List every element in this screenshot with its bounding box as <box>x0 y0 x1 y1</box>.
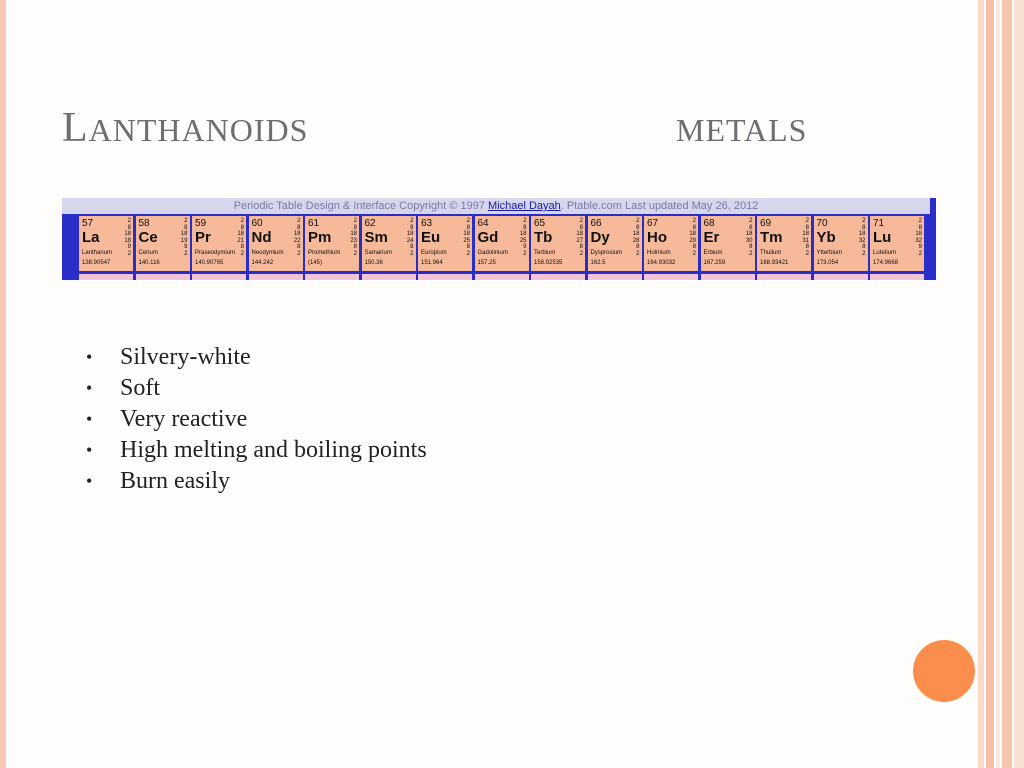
element-name: Samarium <box>364 250 392 256</box>
element-name: Neodymium <box>251 250 284 256</box>
element-mass: 140.116 <box>138 260 160 266</box>
right-stripe-decoration <box>996 0 1000 768</box>
periodic-table-credit <box>62 198 930 214</box>
right-stripe-decoration <box>1014 0 1024 768</box>
element-cell <box>192 216 246 271</box>
element-number: 71 <box>873 218 885 229</box>
element-mass: 151.964 <box>421 260 443 266</box>
element-symbol: Eu <box>421 229 441 246</box>
element-mass: 173.054 <box>816 260 839 266</box>
element-number: 69 <box>760 218 772 229</box>
bullet-text: Very reactive <box>120 406 248 432</box>
bullet-item <box>86 373 427 404</box>
element-number: 58 <box>138 218 150 229</box>
bullet-dot-icon: • <box>86 409 93 429</box>
credit-prefix: Periodic Table Design & Interface Copyright © 1997 <box>233 200 485 212</box>
electron-shells: 2 8 18 24 8 2 <box>406 218 414 257</box>
electron-shells: 2 8 18 25 9 2 <box>519 218 527 257</box>
electron-shells: 2 8 18 32 8 2 <box>858 218 866 257</box>
left-border-decoration <box>0 0 6 768</box>
credit-author-link: Michael Dayah <box>488 200 561 212</box>
electron-shells: 2 8 18 31 8 2 <box>802 218 809 257</box>
right-stripe-decoration <box>978 0 984 768</box>
title-initial: L <box>62 105 89 151</box>
bullet-text: High melting and boiling points <box>120 437 427 463</box>
bullet-text: Burn easily <box>120 468 230 494</box>
credit-suffix: . Ptable.com Last updated May 26, 2012 <box>560 200 759 212</box>
right-stripe-decoration <box>986 0 994 768</box>
periodic-table-image <box>62 198 936 280</box>
bullet-item <box>86 404 427 435</box>
element-cell <box>531 216 585 271</box>
element-mass: 174.9668 <box>873 260 899 266</box>
element-cell-stub <box>418 274 472 280</box>
electron-shells: 2 8 18 23 8 2 <box>350 218 357 257</box>
element-number: 67 <box>647 218 659 229</box>
element-name: Gadolinium <box>477 250 508 256</box>
electron-shells: 2 8 18 32 9 2 <box>915 218 922 257</box>
decorative-circle <box>913 640 975 702</box>
element-mass: 167.259 <box>703 260 726 266</box>
element-cell <box>418 216 472 271</box>
element-cell-stub <box>249 274 303 280</box>
element-cell-stub <box>475 274 529 280</box>
element-symbol: Pm <box>308 229 332 246</box>
element-name: Erbium <box>703 250 723 256</box>
element-mass: 157.25 <box>477 260 496 266</box>
electron-shells: 2 8 18 28 8 2 <box>632 218 640 257</box>
element-number: 59 <box>195 218 207 229</box>
bullet-item <box>86 342 427 373</box>
element-cell <box>475 216 529 271</box>
element-number: 66 <box>590 218 602 229</box>
element-symbol: Lu <box>873 229 892 246</box>
element-name: Promethium <box>308 250 341 256</box>
element-cell-stub <box>588 274 642 280</box>
element-symbol: Dy <box>590 229 610 246</box>
element-symbol: Ce <box>138 229 158 246</box>
element-name: Praseodymium <box>195 250 236 256</box>
element-mass: 164.93032 <box>647 260 676 266</box>
element-cell-stub <box>79 274 133 280</box>
element-cell-stub <box>644 274 698 280</box>
electron-shells: 2 8 18 27 8 2 <box>576 218 583 257</box>
element-number: 68 <box>703 218 715 229</box>
bullet-dot-icon: • <box>86 378 93 398</box>
element-number: 57 <box>82 218 94 229</box>
element-cell-stub <box>757 274 811 280</box>
element-cell <box>362 216 416 271</box>
element-cell-stub <box>192 274 246 280</box>
element-name: Europium <box>421 250 447 256</box>
element-row <box>79 216 927 271</box>
element-cell-stub <box>814 274 868 280</box>
element-symbol: Ho <box>647 229 667 246</box>
element-mass: 138.90547 <box>82 260 111 266</box>
element-mass: 144.242 <box>251 260 274 266</box>
slide-title <box>62 104 308 152</box>
element-cell-stub <box>870 274 924 280</box>
electron-shells: 2 8 18 18 9 2 <box>124 218 131 257</box>
element-cell-stub <box>362 274 416 280</box>
element-number: 61 <box>308 218 320 229</box>
element-cell-stub <box>701 274 755 280</box>
element-cell <box>814 216 868 271</box>
element-number: 64 <box>477 218 489 229</box>
element-number: 62 <box>364 218 376 229</box>
electron-shells: 2 8 18 25 8 2 <box>463 218 470 257</box>
element-cell <box>79 216 133 271</box>
element-mass: 162.5 <box>590 260 606 266</box>
element-symbol: Yb <box>816 229 836 246</box>
element-number: 65 <box>534 218 546 229</box>
element-symbol: La <box>82 229 100 246</box>
element-number: 70 <box>816 218 828 229</box>
element-mass: 150.36 <box>364 260 383 266</box>
element-name: Ytterbium <box>816 250 843 256</box>
element-name: Lutetium <box>873 250 897 256</box>
table-border <box>930 198 936 280</box>
element-mass: (145) <box>308 260 323 266</box>
element-name: Cerium <box>138 250 158 256</box>
element-cell-stub <box>531 274 585 280</box>
electron-shells: 2 8 18 30 8 2 <box>745 218 753 257</box>
element-symbol: Nd <box>251 229 272 246</box>
element-number: 63 <box>421 218 433 229</box>
element-name: Thulium <box>760 250 782 256</box>
electron-shells: 2 8 18 21 8 2 <box>237 218 244 257</box>
element-cell <box>757 216 811 271</box>
element-cell <box>644 216 698 271</box>
element-mass: 140.90765 <box>195 260 224 266</box>
element-symbol: Er <box>703 229 720 246</box>
slide-title-secondary: METALS <box>676 112 808 148</box>
element-cell <box>870 216 924 271</box>
bullet-text: Silvery-white <box>120 344 251 370</box>
right-stripe-decoration <box>1002 0 1012 768</box>
element-symbol: Pr <box>195 229 211 246</box>
element-symbol: Tm <box>760 229 783 246</box>
element-symbol: Tb <box>534 229 553 246</box>
bullet-dot-icon: • <box>86 471 93 491</box>
element-symbol: Sm <box>364 229 388 246</box>
element-cell-stub <box>305 274 359 280</box>
bullet-list <box>86 342 427 497</box>
bullet-item <box>86 435 427 466</box>
element-cell <box>701 216 755 271</box>
element-cell <box>136 216 190 271</box>
element-name: Dysprosium <box>590 250 623 256</box>
element-mass: 168.93421 <box>760 260 789 266</box>
bullet-dot-icon: • <box>86 440 93 460</box>
bullet-item <box>86 466 427 497</box>
element-name: Terbium <box>534 250 556 256</box>
element-row-partial <box>79 274 927 280</box>
element-cell <box>588 216 642 271</box>
electron-shells: 2 8 18 22 8 2 <box>293 218 301 257</box>
element-cell <box>305 216 359 271</box>
element-symbol: Gd <box>477 229 499 246</box>
element-cell <box>249 216 303 271</box>
bullet-text: Soft <box>120 375 161 401</box>
electron-shells: 2 8 18 29 8 2 <box>689 218 696 257</box>
electron-shells: 2 8 18 19 9 2 <box>180 218 188 257</box>
element-name: Lanthanum <box>82 250 113 256</box>
element-name: Holmium <box>647 250 671 256</box>
title-rest: ANTHANOIDS <box>88 112 309 148</box>
element-mass: 158.92535 <box>534 260 563 266</box>
bullet-dot-icon: • <box>86 347 93 367</box>
element-number: 60 <box>251 218 263 229</box>
element-cell-stub <box>136 274 190 280</box>
